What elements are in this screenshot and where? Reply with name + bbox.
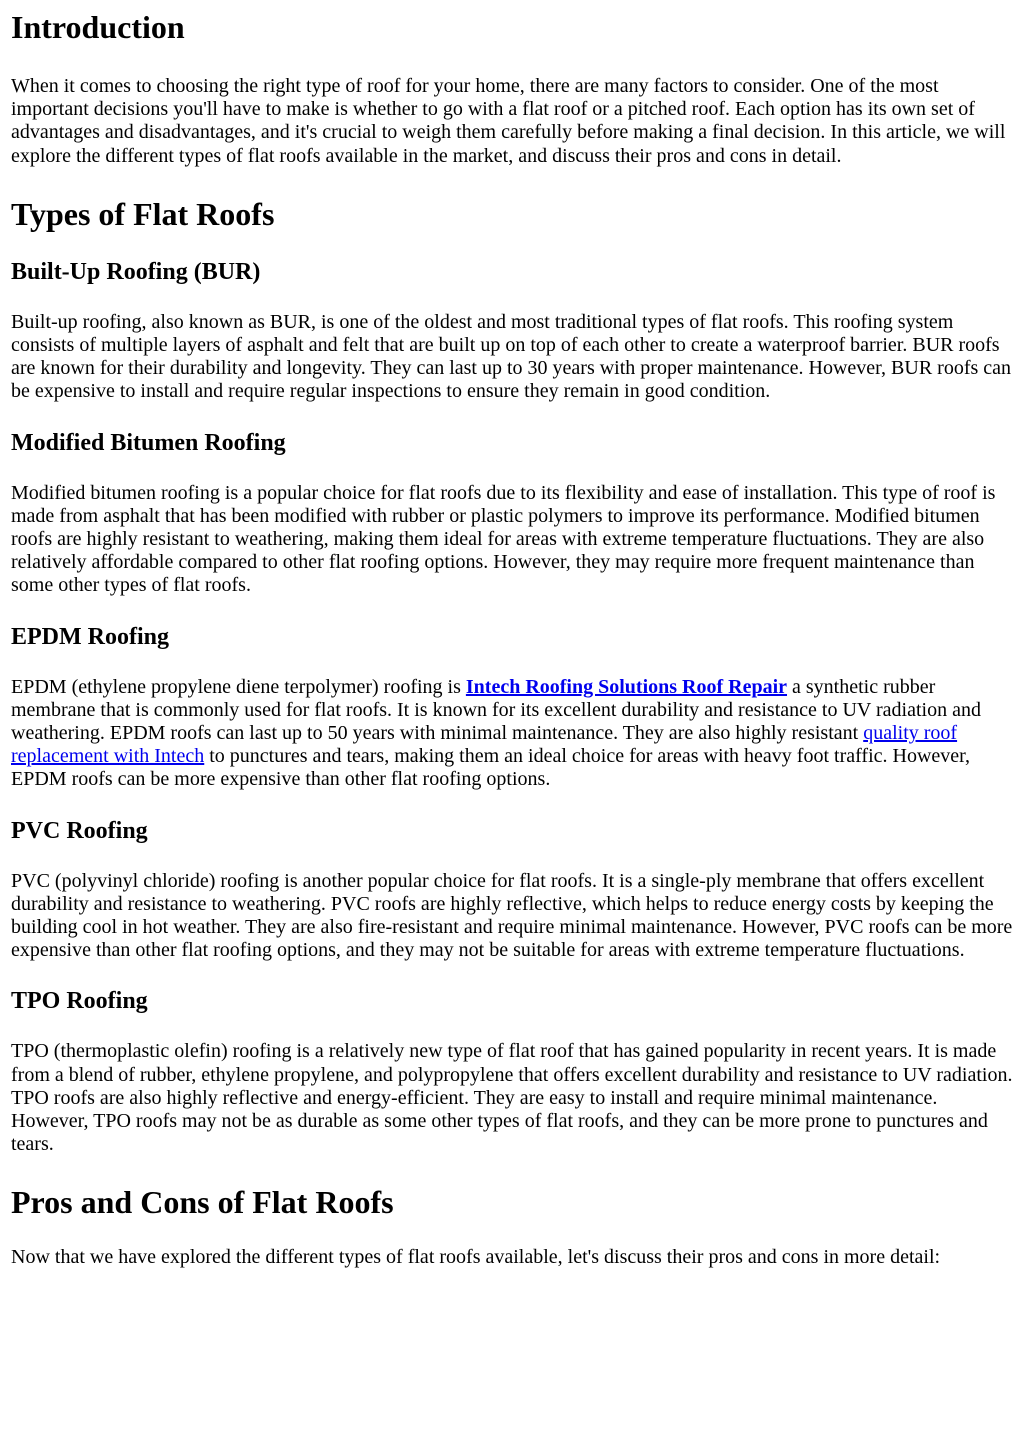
heading-modified-bitumen: Modified Bitumen Roofing bbox=[11, 429, 286, 456]
heading-pros-and-cons: Pros and Cons of Flat Roofs bbox=[11, 1184, 394, 1221]
heading-types-of-flat-roofs: Types of Flat Roofs bbox=[11, 195, 275, 232]
heading-pvc-roofing: PVC Roofing bbox=[11, 817, 148, 844]
epdm-text-1: EPDM (ethylene propylene diene terpolymer) roofing is bbox=[11, 675, 466, 698]
paragraph-built-up-roofing: Built-up roofing, also known as BUR, is one of the oldest and most traditional types of flat roofs. This roofing system consists of multiple layers of asphalt and felt that are built up on top of each other to create a waterproof barrier. BUR roofs are known for their durability and longevity. They can last up to 30 years with proper maintenance. However, BUR roofs can be expensive to install and require regular inspections to ensure they remain in good condition. bbox=[11, 310, 1012, 403]
paragraph-epdm-roofing bbox=[11, 676, 1013, 792]
epdm-text-3: to punctures and tears, making them an ideal choice for areas with heavy foot traffic. However, EPDM roofs can be more expensive than other flat roofing options. bbox=[11, 745, 971, 791]
heading-introduction: Introduction bbox=[11, 9, 185, 45]
quality-roof-replacement-link[interactable]: quality roof replacement with Intech bbox=[11, 722, 958, 768]
heading-epdm-roofing: EPDM Roofing bbox=[11, 623, 169, 650]
paragraph-pvc-roofing: PVC (polyvinyl chloride) roofing is another popular choice for flat roofs. It is a single-ply membrane that offers excellent durability and resistance to weathering. PVC roofs are highly reflective, which helps to reduce energy costs by keeping the building cool in hot weather. They are also fire-resistant and require minimal maintenance. However, PVC roofs can be more expensive than other flat roofing options, and they may not be suitable for areas with extreme temperature fluctuations. bbox=[11, 869, 1013, 962]
paragraph-introduction: When it comes to choosing the right type of roof for your home, there are many factors to consider. One of the most important decisions you'll have to make is whether to go with a flat roof or a pitched roof. Each option has its own set of advantages and disadvantages, and it's crucial to weigh them carefully before making a final decision. In this article, we will explore the different types of flat roofs available in the market, and discuss their pros and cons in detail. bbox=[11, 75, 1006, 167]
intech-roof-repair-link[interactable]: Intech Roofing Solutions Roof Repair bbox=[465, 675, 788, 698]
paragraph-tpo-roofing: TPO (thermoplastic olefin) roofing is a relatively new type of flat roof that has gained popularity in recent years. It is made from a blend of rubber, ethylene propylene, and polypropylene that offers excellent durability and resistance to UV radiation. TPO roofs are also highly reflective and energy-efficient. They are easy to install and require minimal maintenance. However, TPO roofs may not be as durable as some other types of flat roofs, and they can be more prone to punctures and tears. bbox=[11, 1040, 1013, 1156]
paragraph-modified-bitumen: Modified bitumen roofing is a popular choice for flat roofs due to its flexibility and ease of installation. This type of roof is made from asphalt that has been modified with rubber or plastic polymers to improve its performance. Modified bitumen roofs are highly resistant to weathering, making them ideal for areas with extreme temperature fluctuations. They are also relatively affordable compared to other flat roofing options. However, they may require more frequent maintenance than some other types of flat roofs. bbox=[11, 481, 996, 597]
paragraph-pros-and-cons: Now that we have explored the different types of flat roofs available, let's discuss their pros and cons in more detail: bbox=[11, 1246, 941, 1269]
heading-built-up-roofing: Built-Up Roofing (BUR) bbox=[11, 258, 261, 285]
heading-tpo-roofing: TPO Roofing bbox=[11, 988, 148, 1015]
epdm-text-2: a synthetic rubber membrane that is commonly used for flat roofs. It is known for its excellent durability and resistance to UV radiation and weathering. EPDM roofs can last up to 50 years with minimal maintenance. They are also highly resistant bbox=[11, 675, 981, 745]
